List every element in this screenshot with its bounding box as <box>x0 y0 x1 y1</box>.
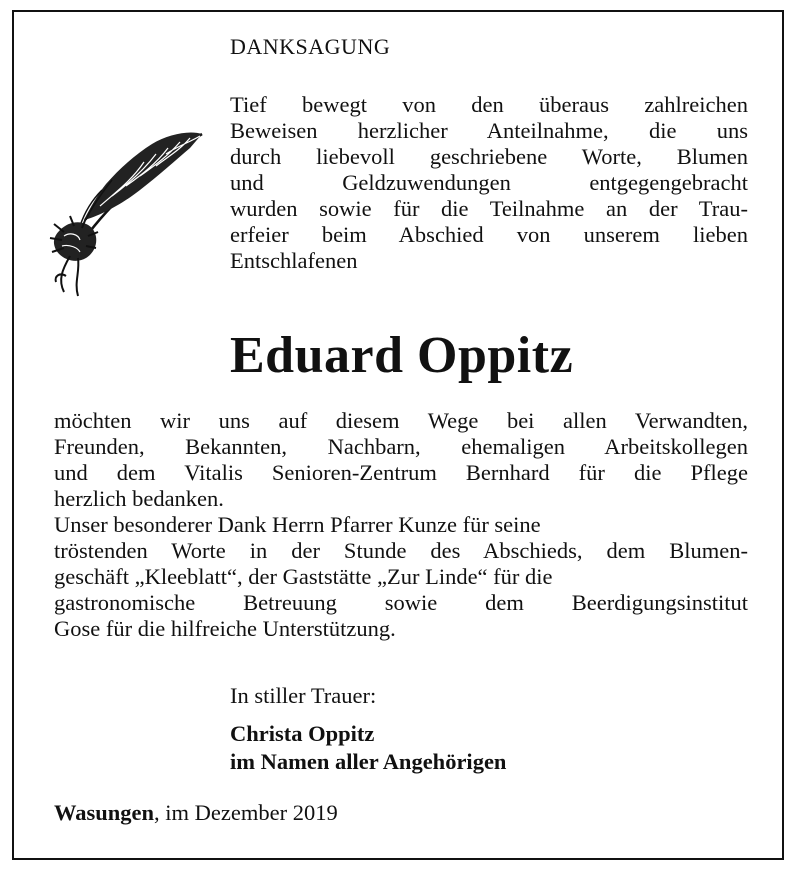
signature-family: im Namen aller Angehörigen <box>230 749 507 774</box>
body-line: Gose für die hilfreiche Unterstützung. <box>54 616 396 641</box>
deceased-name: Eduard Oppitz <box>230 327 574 384</box>
date-text: , im Dezember 2019 <box>154 800 338 825</box>
mourning-line: In stiller Trauer: <box>230 683 377 708</box>
place-date <box>54 800 338 826</box>
intro-line: Beweisen herzlicher Anteilnahme, die uns <box>230 118 748 143</box>
thanks-paragraph <box>54 408 748 642</box>
body-line: herzlich bedanken. <box>54 486 224 511</box>
feather-icon <box>40 120 208 298</box>
body-line: gastronomische Betreuung sowie dem Beerdigungsinstitut <box>54 590 748 615</box>
intro-line: Tief bewegt von den überaus zahlreichen <box>230 92 748 117</box>
intro-line: erfeier beim Abschied von unserem lieben <box>230 222 748 247</box>
intro-line: und Geldzuwendungen entgegengebracht <box>230 170 748 195</box>
obituary-notice <box>12 10 784 860</box>
place-name: Wasungen <box>54 800 155 825</box>
signature-block <box>230 720 506 776</box>
body-line: Freunden, Bekannten, Nachbarn, ehemaligen Arbeitskollegen <box>54 434 748 459</box>
intro-line: wurden sowie für die Teilnahme an der Trau- <box>230 196 748 221</box>
body-line: möchten wir uns auf diesem Wege bei allen Verwandten, <box>54 408 748 433</box>
signature-name: Christa Oppitz <box>230 721 375 746</box>
body-line: und dem Vitalis Senioren-Zentrum Bernhard für die Pflege <box>54 460 748 485</box>
body-line: tröstenden Worte in der Stunde des Abschieds, dem Blumen- <box>54 538 748 563</box>
intro-paragraph <box>230 92 748 274</box>
intro-line: durch liebevoll geschriebene Worte, Blumen <box>230 144 748 169</box>
notice-heading: DANKSAGUNG <box>230 34 391 59</box>
intro-line: Entschlafenen <box>230 248 358 273</box>
body-line: geschäft „Kleeblatt“, der Gaststätte „Zur Linde“ für die <box>54 564 553 589</box>
body-line: Unser besonderer Dank Herrn Pfarrer Kunze für seine <box>54 512 541 537</box>
